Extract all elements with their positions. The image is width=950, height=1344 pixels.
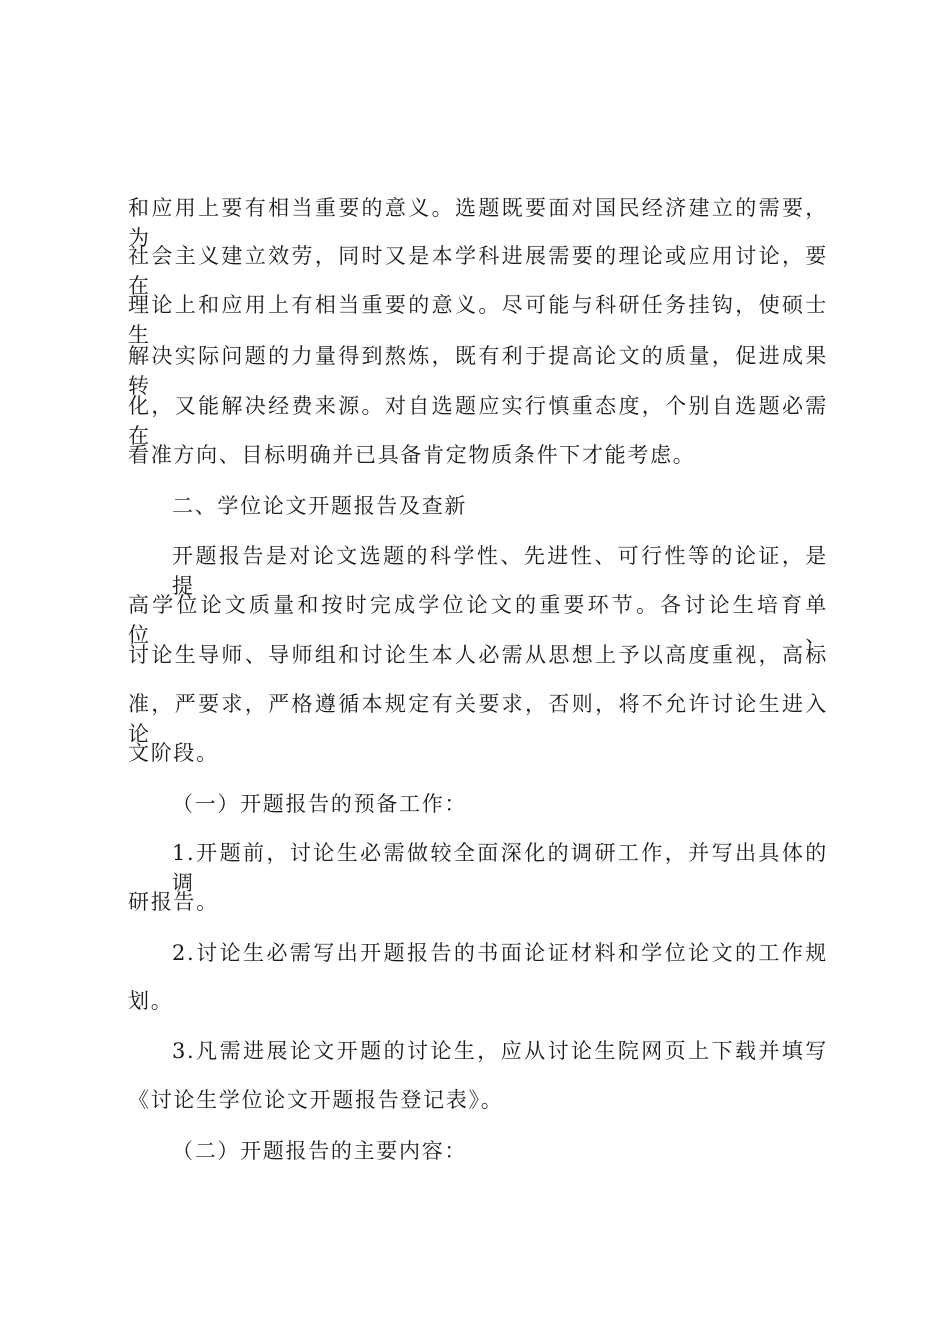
body-line-5: 化，又能解决经费来源。对自选题应实行慎重态度，个别自选题必需在 xyxy=(128,394,828,448)
subsection-heading-2: （二）开题报告的主要内容： xyxy=(172,1139,468,1163)
section-heading: 二、学位论文开题报告及查新 xyxy=(172,494,468,518)
subsection-heading-1: （一）开题报告的预备工作： xyxy=(172,792,468,816)
body-line-12: 文阶段。 xyxy=(128,741,219,765)
body-line-3: 理论上和应用上有相当重要的意义。尽可能与科研任务挂钩，使硕士生 xyxy=(128,293,828,347)
list-item-3-line-1: 3.凡需进展论文开题的讨论生，应从讨论生院网页上下载并填写 xyxy=(172,1039,828,1063)
body-line-6: 看准方向、目标明确并已具备肯定物质条件下才能考虑。 xyxy=(128,443,696,467)
list-item-3-line-2: 《讨论生学位论文开题报告登记表》。 xyxy=(128,1088,504,1112)
list-item-2-line-1: 2.讨论生必需写出开题报告的书面论证材料和学位论文的工作规 xyxy=(172,941,828,965)
body-line-1: 和应用上要有相当重要的意义。选题既要面对国民经济建立的需要，为 xyxy=(128,196,828,250)
body-line-10: 讨论生导师、导师组和讨论生本人必需从思想上予以高度重视，高标 xyxy=(128,643,828,667)
body-line-8: 开题报告是对论文选题的科学性、先进性、可行性等的论证，是提 xyxy=(172,544,828,598)
list-item-1-line-2: 研报告。 xyxy=(128,890,219,914)
body-line-9: 高学位论文质量和按时完成学位论文的重要环节。各讨论生培育单位、 xyxy=(128,593,828,647)
body-line-4: 解决实际问题的力量得到熬炼，既有利于提高论文的质量，促进成果转 xyxy=(128,344,828,398)
body-line-2: 社会主义建立效劳，同时又是本学科进展需要的理论或应用讨论，要在 xyxy=(128,244,828,298)
list-item-2-line-2: 划。 xyxy=(128,989,174,1013)
body-line-11: 准，严要求，严格遵循本规定有关要求，否则，将不允许讨论生进入论 xyxy=(128,692,828,746)
list-item-1-line-1: 1.开题前，讨论生必需做较全面深化的调研工作，并写出具体的调 xyxy=(172,841,828,895)
